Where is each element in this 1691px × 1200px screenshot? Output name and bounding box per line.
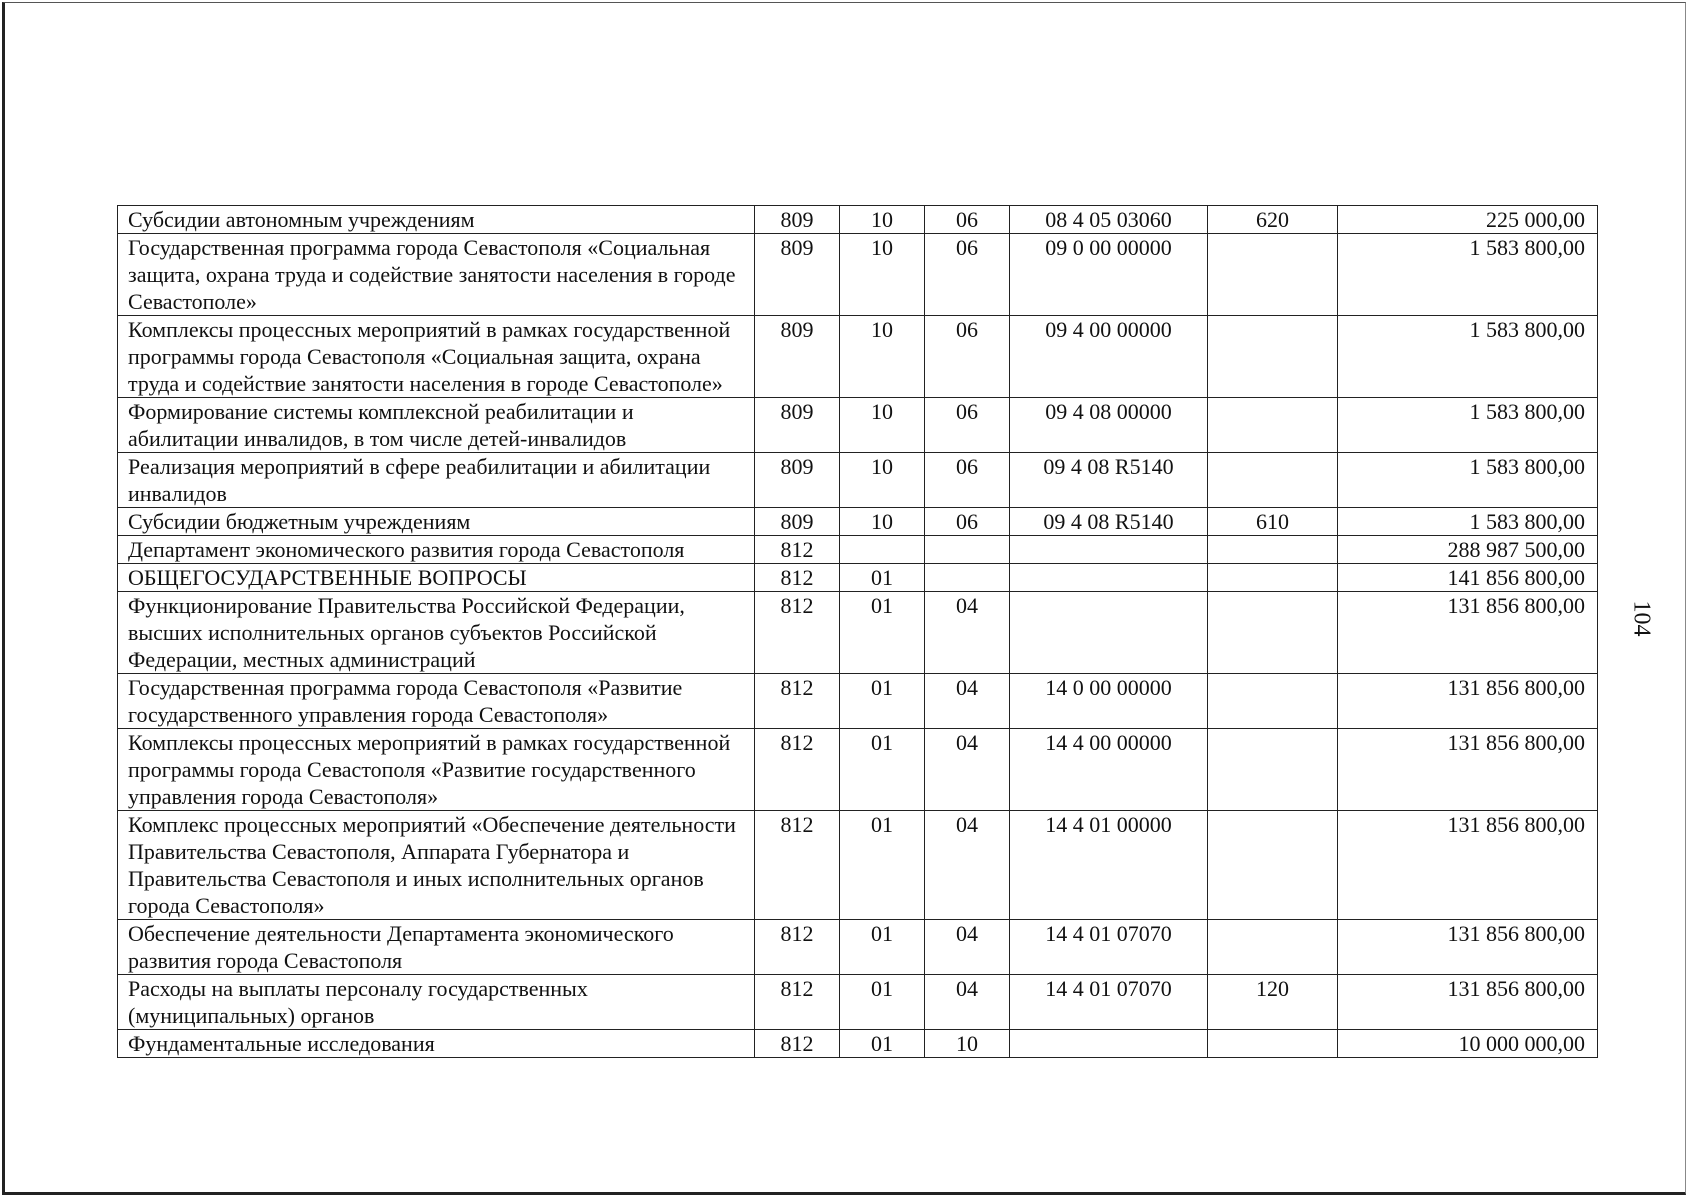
section-code: 10 — [840, 234, 925, 316]
target-item-code — [1010, 564, 1208, 592]
expense-type-code — [1208, 920, 1338, 975]
target-item-code: 09 4 08 R5140 — [1010, 508, 1208, 536]
section-code: 10 — [840, 206, 925, 234]
target-item-code: 09 4 08 00000 — [1010, 398, 1208, 453]
row-name: Формирование системы комплексной реабилитации и абилитации инвалидов, в том числе детей-инвалидов — [118, 398, 755, 453]
budget-table — [117, 205, 1598, 1058]
section-code: 01 — [840, 920, 925, 975]
row-name: Государственная программа города Севастополя «Развитие государственного управления города Севастополя» — [118, 674, 755, 729]
expense-type-code — [1208, 316, 1338, 398]
page-number: 104 — [1628, 600, 1655, 637]
amount: 1 583 800,00 — [1338, 398, 1598, 453]
table-row — [118, 975, 1598, 1030]
expense-type-code — [1208, 536, 1338, 564]
department-code: 809 — [755, 316, 840, 398]
section-code: 01 — [840, 592, 925, 674]
table-row — [118, 536, 1598, 564]
amount: 131 856 800,00 — [1338, 729, 1598, 811]
expense-type-code: 120 — [1208, 975, 1338, 1030]
subsection-code: 06 — [925, 234, 1010, 316]
table-row — [118, 316, 1598, 398]
amount: 1 583 800,00 — [1338, 234, 1598, 316]
table-row — [118, 811, 1598, 920]
amount: 10 000 000,00 — [1338, 1030, 1598, 1058]
target-item-code: 14 0 00 00000 — [1010, 674, 1208, 729]
row-name: Субсидии автономным учреждениям — [118, 206, 755, 234]
row-name: Комплексы процессных мероприятий в рамках государственной программы города Севастополя «Развитие государственного управления города Севастополя» — [118, 729, 755, 811]
row-name: Реализация мероприятий в сфере реабилитации и абилитации инвалидов — [118, 453, 755, 508]
table-row — [118, 234, 1598, 316]
row-name: Субсидии бюджетным учреждениям — [118, 508, 755, 536]
section-code: 01 — [840, 729, 925, 811]
target-item-code — [1010, 536, 1208, 564]
target-item-code: 14 4 00 00000 — [1010, 729, 1208, 811]
subsection-code: 04 — [925, 811, 1010, 920]
row-name: Функционирование Правительства Российской Федерации, высших исполнительных органов субъектов Российской Федерации, местных администраций — [118, 592, 755, 674]
amount: 288 987 500,00 — [1338, 536, 1598, 564]
target-item-code: 09 4 00 00000 — [1010, 316, 1208, 398]
department-code: 809 — [755, 206, 840, 234]
row-name: ОБЩЕГОСУДАРСТВЕННЫЕ ВОПРОСЫ — [118, 564, 755, 592]
amount: 131 856 800,00 — [1338, 674, 1598, 729]
table-row — [118, 729, 1598, 811]
table-row — [118, 674, 1598, 729]
subsection-code: 06 — [925, 206, 1010, 234]
expense-type-code — [1208, 398, 1338, 453]
subsection-code: 04 — [925, 729, 1010, 811]
section-code: 01 — [840, 674, 925, 729]
subsection-code — [925, 536, 1010, 564]
subsection-code: 06 — [925, 453, 1010, 508]
expense-type-code — [1208, 729, 1338, 811]
department-code: 809 — [755, 453, 840, 508]
amount: 1 583 800,00 — [1338, 508, 1598, 536]
department-code: 812 — [755, 811, 840, 920]
department-code: 812 — [755, 920, 840, 975]
table-row — [118, 508, 1598, 536]
expense-type-code — [1208, 453, 1338, 508]
subsection-code: 06 — [925, 508, 1010, 536]
row-name: Фундаментальные исследования — [118, 1030, 755, 1058]
table-row — [118, 592, 1598, 674]
row-name: Государственная программа города Севастополя «Социальная защита, охрана труда и содействие занятости населения в городе Севастополе» — [118, 234, 755, 316]
department-code: 812 — [755, 674, 840, 729]
subsection-code: 06 — [925, 316, 1010, 398]
department-code: 812 — [755, 975, 840, 1030]
subsection-code: 04 — [925, 674, 1010, 729]
section-code — [840, 536, 925, 564]
amount: 1 583 800,00 — [1338, 316, 1598, 398]
subsection-code: 04 — [925, 975, 1010, 1030]
subsection-code: 06 — [925, 398, 1010, 453]
amount: 131 856 800,00 — [1338, 920, 1598, 975]
expense-type-code — [1208, 564, 1338, 592]
target-item-code: 14 4 01 00000 — [1010, 811, 1208, 920]
subsection-code: 04 — [925, 920, 1010, 975]
section-code: 01 — [840, 811, 925, 920]
row-name: Расходы на выплаты персоналу государственных (муниципальных) органов — [118, 975, 755, 1030]
expense-type-code — [1208, 1030, 1338, 1058]
target-item-code: 09 4 08 R5140 — [1010, 453, 1208, 508]
department-code: 812 — [755, 592, 840, 674]
department-code: 809 — [755, 508, 840, 536]
table-row — [118, 398, 1598, 453]
row-name: Комплексы процессных мероприятий в рамках государственной программы города Севастополя «Социальная защита, охрана труда и содействие занятости населения в городе Севастополе» — [118, 316, 755, 398]
expense-type-code — [1208, 592, 1338, 674]
department-code: 812 — [755, 536, 840, 564]
section-code: 10 — [840, 316, 925, 398]
table-row — [118, 453, 1598, 508]
target-item-code: 14 4 01 07070 — [1010, 975, 1208, 1030]
amount: 131 856 800,00 — [1338, 975, 1598, 1030]
row-name: Обеспечение деятельности Департамента экономического развития города Севастополя — [118, 920, 755, 975]
subsection-code: 10 — [925, 1030, 1010, 1058]
section-code: 01 — [840, 975, 925, 1030]
target-item-code — [1010, 1030, 1208, 1058]
amount: 131 856 800,00 — [1338, 592, 1598, 674]
department-code: 812 — [755, 564, 840, 592]
expense-type-code — [1208, 234, 1338, 316]
expense-type-code — [1208, 811, 1338, 920]
table-row — [118, 206, 1598, 234]
department-code: 812 — [755, 729, 840, 811]
amount: 141 856 800,00 — [1338, 564, 1598, 592]
target-item-code: 08 4 05 03060 — [1010, 206, 1208, 234]
section-code: 10 — [840, 453, 925, 508]
expense-type-code: 620 — [1208, 206, 1338, 234]
table-row — [118, 1030, 1598, 1058]
expense-type-code: 610 — [1208, 508, 1338, 536]
target-item-code: 09 0 00 00000 — [1010, 234, 1208, 316]
section-code: 01 — [840, 564, 925, 592]
table-row — [118, 920, 1598, 975]
subsection-code: 04 — [925, 592, 1010, 674]
target-item-code: 14 4 01 07070 — [1010, 920, 1208, 975]
table-row — [118, 564, 1598, 592]
target-item-code — [1010, 592, 1208, 674]
row-name: Департамент экономического развития города Севастополя — [118, 536, 755, 564]
expense-type-code — [1208, 674, 1338, 729]
amount: 225 000,00 — [1338, 206, 1598, 234]
subsection-code — [925, 564, 1010, 592]
department-code: 809 — [755, 398, 840, 453]
amount: 131 856 800,00 — [1338, 811, 1598, 920]
amount: 1 583 800,00 — [1338, 453, 1598, 508]
table-body — [118, 206, 1598, 1058]
department-code: 812 — [755, 1030, 840, 1058]
section-code: 10 — [840, 398, 925, 453]
row-name: Комплекс процессных мероприятий «Обеспечение деятельности Правительства Севастополя, Аппарата Губернатора и Правительства Севастополя и иных исполнительных органов города Севастополя» — [118, 811, 755, 920]
department-code: 809 — [755, 234, 840, 316]
section-code: 10 — [840, 508, 925, 536]
section-code: 01 — [840, 1030, 925, 1058]
